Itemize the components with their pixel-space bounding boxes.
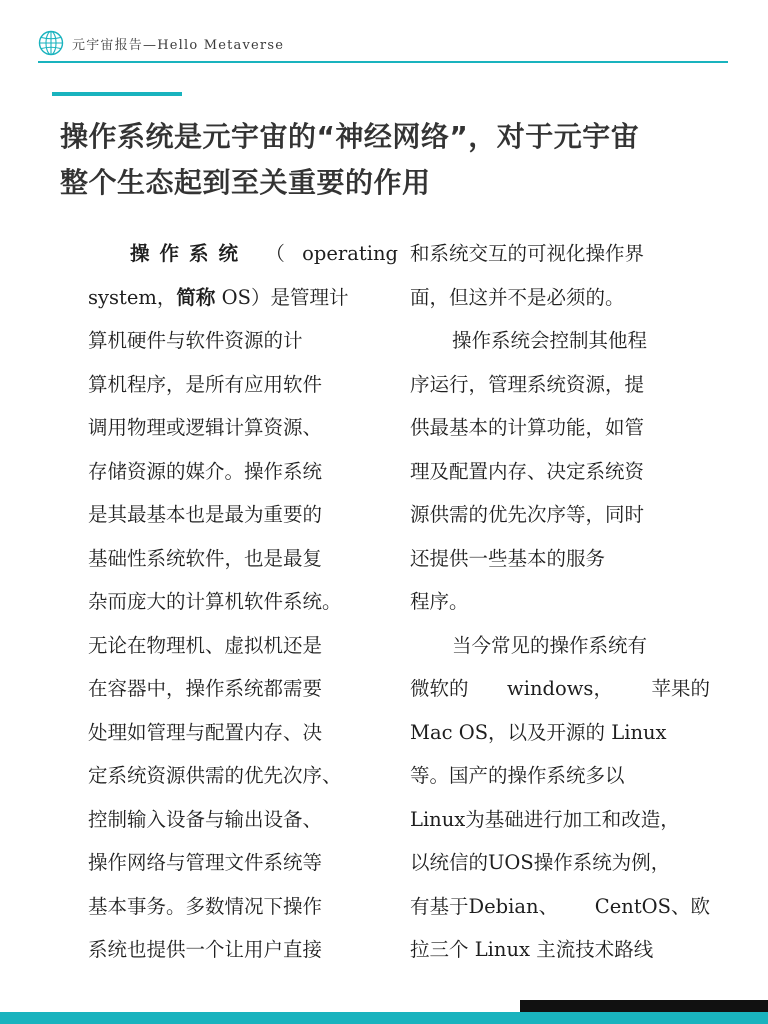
text-line: 当今常见的操作系统有: [452, 633, 648, 657]
footer-accent-bar: [0, 1012, 768, 1024]
text-fragment: 有基于Debian、: [410, 894, 559, 918]
footer-black-bar: [520, 1000, 768, 1012]
text-fragment: （: [265, 242, 285, 265]
text-line: 基本事务。多数情况下操作: [88, 894, 323, 918]
text-line: 源供需的优先次序等，同时: [410, 503, 645, 526]
bold-term: 操作系统: [130, 242, 249, 265]
text-line: 拉三个 Linux 主流技术路线: [410, 938, 654, 961]
header-title: 元宇宙报告—Hello Metaverse: [72, 37, 285, 53]
text-line: 等。国产的操作系统多以: [410, 764, 625, 787]
text-line: 供最基本的计算功能，如管: [410, 416, 645, 439]
text-fragment: OS）是管理计: [221, 285, 349, 309]
text-line: 理及配置内存、决定系统资: [410, 459, 645, 483]
title-accent-bar: [52, 92, 182, 96]
text-fragment: 微软的: [410, 677, 469, 700]
text-line: 处理如管理与配置内存、决: [88, 720, 323, 744]
text-line: 控制输入设备与输出设备、: [88, 807, 323, 831]
title-line-2: 整个生态起到至关重要的作用: [60, 166, 431, 199]
title-line-1: 操作系统是元宇宙的“神经网络”，对于元宇宙: [60, 120, 640, 153]
text-fragment: CentOS、欧: [594, 894, 710, 918]
text-line: 操作网络与管理文件系统等: [88, 851, 323, 874]
text-fragment: operating: [302, 242, 398, 265]
text-line: 以统信的UOS操作系统为例，: [410, 851, 671, 874]
text-line: 基础性系统软件，也是最复: [88, 546, 323, 570]
page-title: [60, 114, 740, 206]
text-line: 算机硬件与软件资源的计: [88, 329, 303, 352]
text-line: 定系统资源供需的优先次序、: [88, 764, 342, 787]
text-line: Linux为基础进行加工和改造，: [410, 807, 680, 831]
text-line: 序运行，管理系统资源，提: [410, 372, 645, 396]
text-fragment: system，: [88, 285, 177, 309]
page-header: [38, 28, 284, 58]
text-line: [410, 667, 710, 711]
text-line: 调用物理或逻辑计算资源、: [88, 416, 323, 439]
text-line: 杂而庞大的计算机软件系统。: [88, 590, 342, 613]
globe-icon: [38, 30, 64, 56]
header-divider: [38, 61, 728, 63]
text-line: 算机程序，是所有应用软件: [88, 372, 323, 396]
text-line: 面，但这并不是必须的。: [410, 285, 625, 309]
text-line: 系统也提供一个让用户直接: [88, 938, 323, 961]
left-column: [88, 232, 398, 972]
text-line: 存储资源的媒介。操作系统: [88, 459, 323, 483]
text-line: 是其最基本也是最为重要的: [88, 503, 323, 526]
text-line: [88, 276, 398, 320]
text-fragment: 苹果的: [651, 677, 710, 700]
text-line: 和系统交互的可视化操作界: [410, 242, 645, 265]
text-line: 操作系统会控制其他程: [452, 329, 648, 352]
text-line: Mac OS，以及开源的 Linux: [410, 720, 667, 744]
text-fragment: windows，: [507, 677, 613, 700]
text-line: [88, 232, 398, 276]
text-line: 无论在物理机、虚拟机还是: [88, 633, 323, 657]
bold-term: 简称: [176, 285, 216, 309]
text-line: 还提供一些基本的服务: [410, 546, 606, 570]
text-line: 在容器中，操作系统都需要: [88, 677, 323, 700]
text-line: 程序。: [410, 590, 469, 613]
right-column: [410, 232, 710, 972]
text-line: [410, 885, 710, 929]
